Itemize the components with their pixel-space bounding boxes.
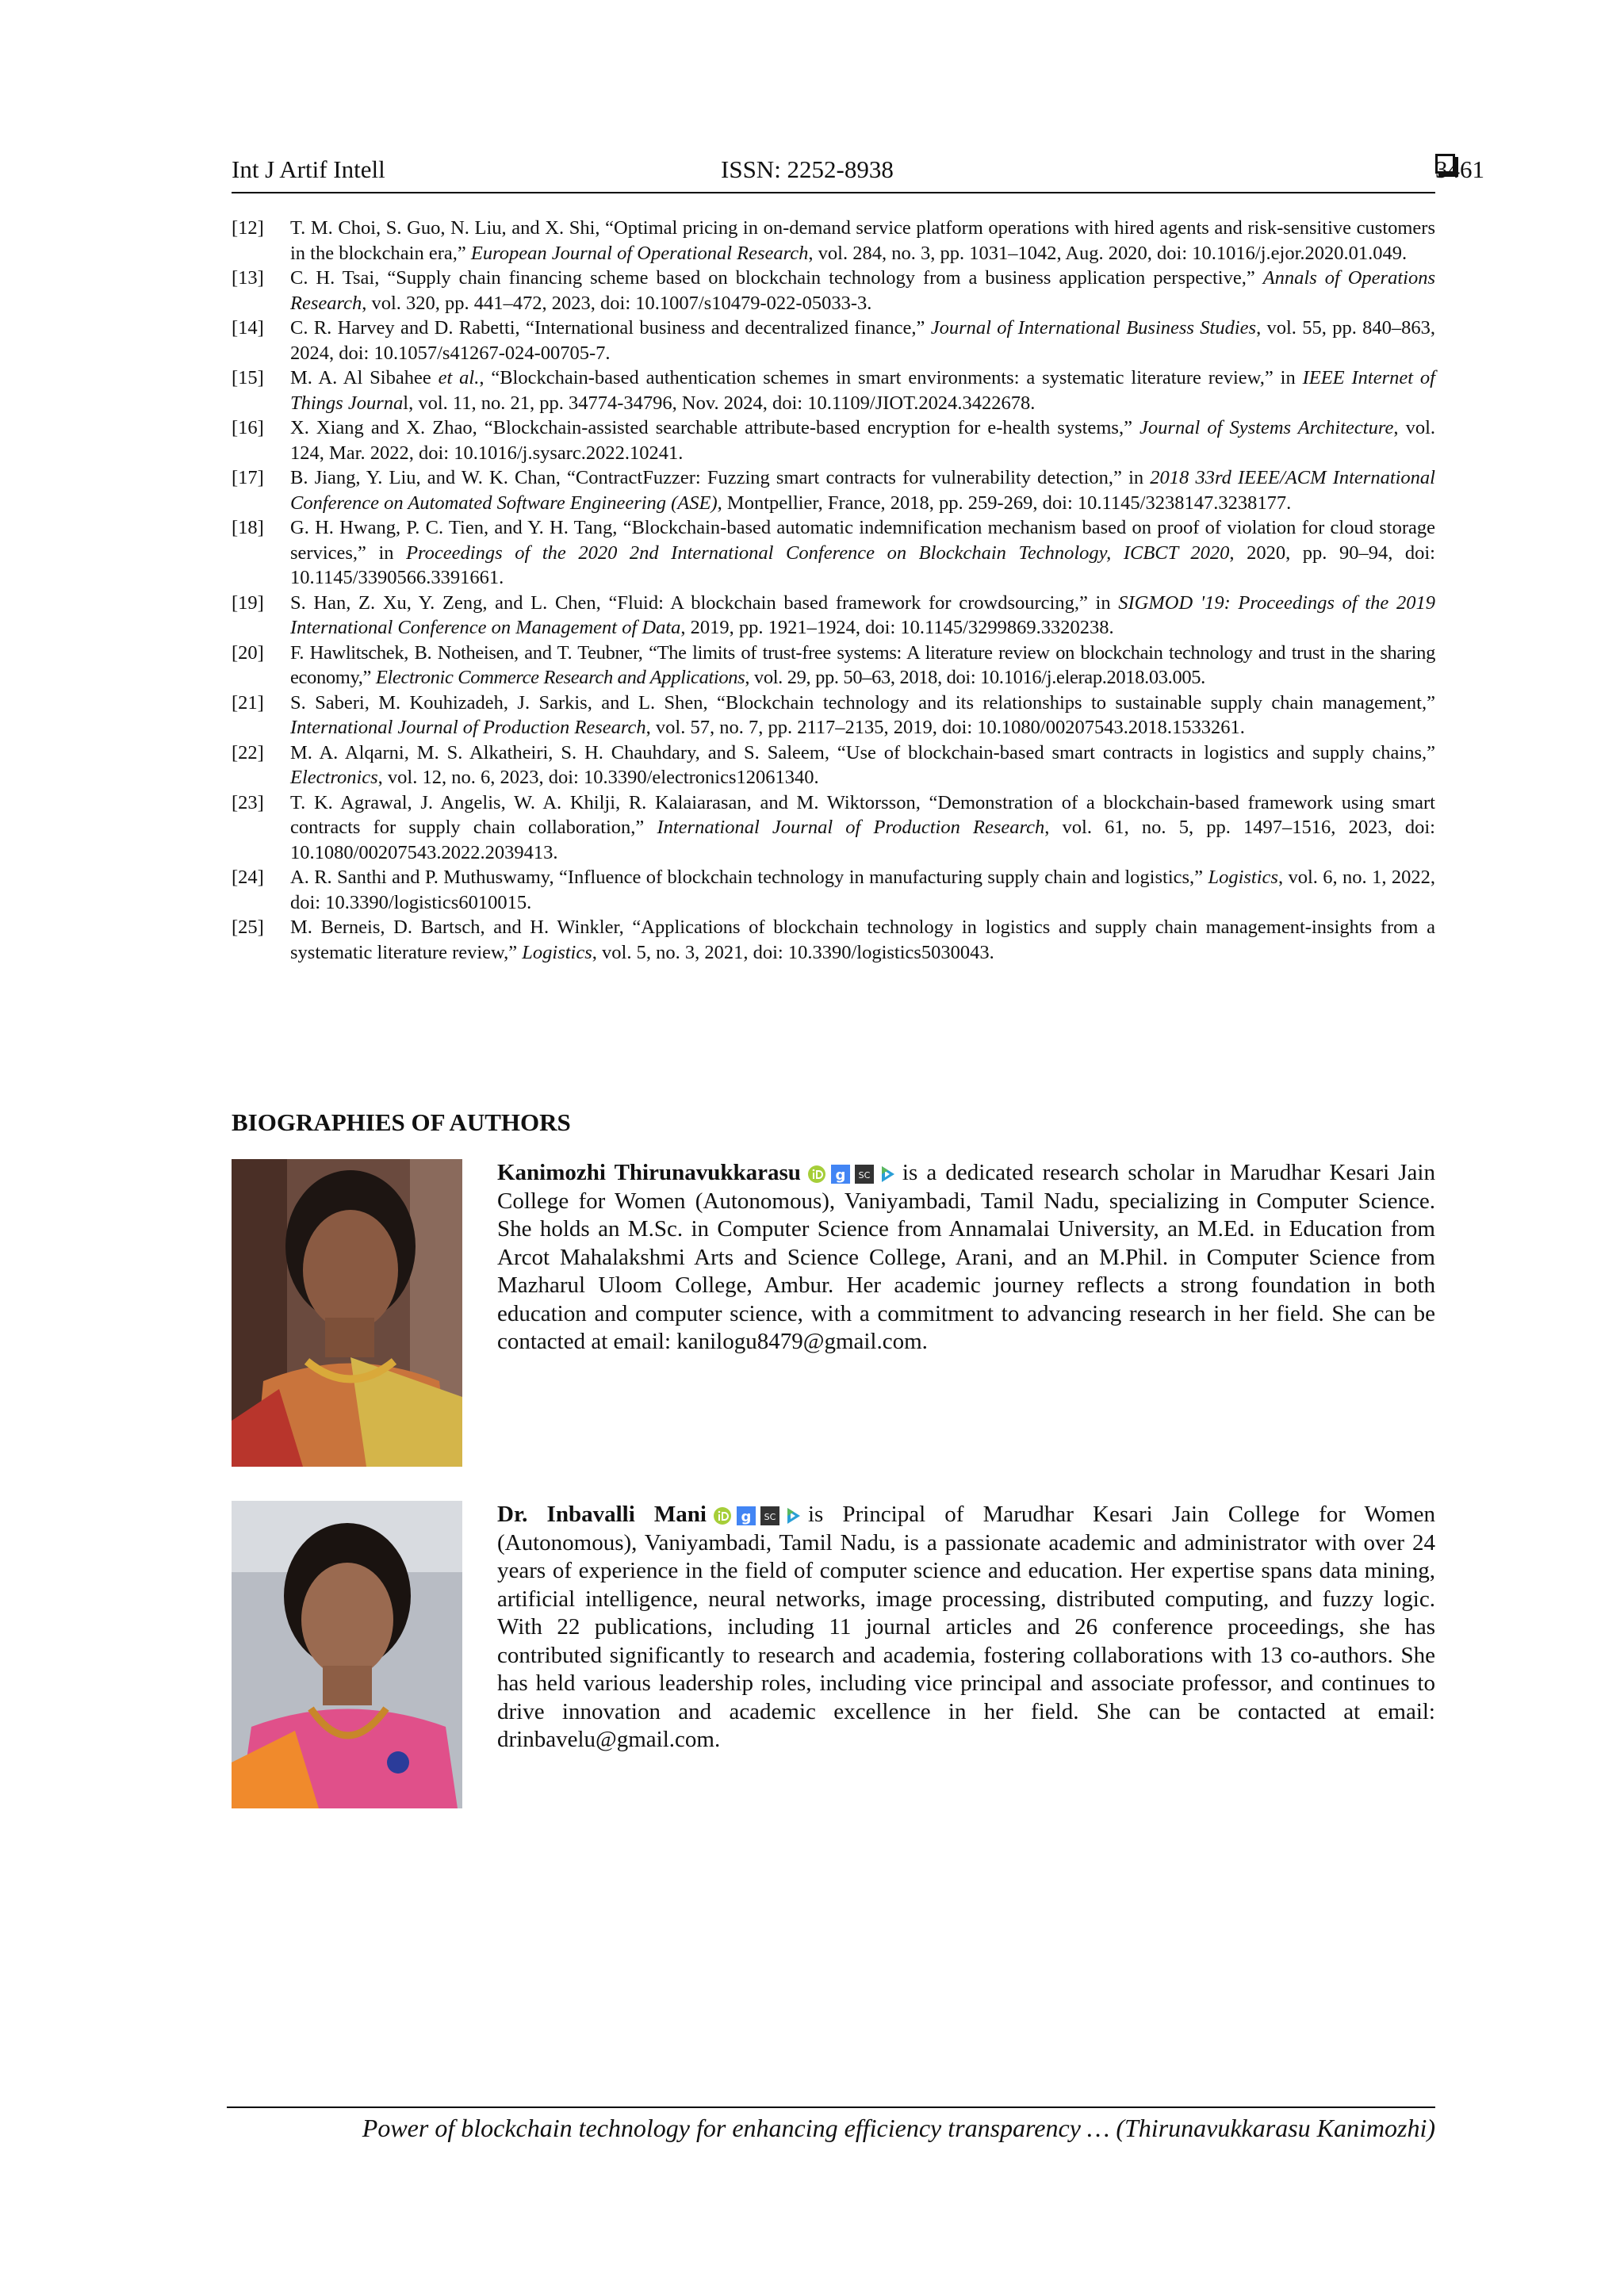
reference-number: [24] — [232, 867, 264, 888]
author-name: Dr. Inbavalli Mani — [497, 1502, 707, 1527]
running-footer: Power of blockchain technology for enhancing efficiency transparency … (Thirunavukkarasu Kanimozhi) — [362, 2114, 1435, 2142]
svg-text:g: g — [835, 1167, 846, 1184]
orcid-icon[interactable] — [713, 1506, 732, 1525]
reference-number: [16] — [232, 417, 264, 438]
google-scholar-icon[interactable] — [831, 1165, 850, 1184]
author-bio-text-1 — [497, 1159, 1435, 1357]
reference-item — [232, 691, 1435, 740]
footer-rule — [227, 2107, 1435, 2108]
reference-item — [232, 515, 1435, 591]
publons-icon[interactable] — [784, 1506, 803, 1525]
profile-links — [713, 1506, 803, 1525]
author-photo-2 — [232, 1501, 462, 1808]
publons-icon[interactable] — [879, 1165, 898, 1184]
reference-text: M. A. Al Sibahee et al., “Blockchain-based authentication schemes in smart environments: a systematic literature review,” in IEEE Internet of Things Journal, vol. 11, no. 21, pp. 34774-34796, Nov. 2024, doi: 10.1109/JIOT.2024.3422678. — [290, 367, 1435, 414]
reference-item — [232, 415, 1435, 465]
reference-number: [18] — [232, 517, 264, 538]
reference-text: F. Hawlitschek, B. Notheisen, and T. Teubner, “The limits of trust-free systems: A literature review on blockchain technology and trust in the sharing economy,” Electronic Commerce Research and Applications, vol. 29, pp. 50–63, 2018, doi: 10.1016/j.elerap.2018.03.005. — [290, 641, 1435, 688]
reference-number: [21] — [232, 691, 264, 714]
issn: ISSN: 2252-8938 — [721, 155, 894, 183]
reference-number: [20] — [232, 641, 264, 664]
reference-text: C. R. Harvey and D. Rabetti, “International business and decentralized finance,” Journal of International Business Studies, vol. 55, pp. 840–863, 2024, doi: 10.1057/s41267-024-00705-7. — [290, 317, 1436, 364]
profile-links — [807, 1165, 898, 1184]
svg-text:SC: SC — [764, 1512, 776, 1523]
reference-text: M. A. Alqarni, M. S. Alkatheiri, S. H. Chauhdary, and S. Saleem, “Use of blockchain-based smart contracts in logistics and supply chains,” Electronics, vol. 12, no. 6, 2023, doi: 10.3390/electronics12061340. — [290, 741, 1435, 788]
reference-item — [232, 216, 1435, 266]
reference-item — [232, 865, 1435, 915]
author-photo-1 — [232, 1159, 462, 1467]
reference-item — [232, 365, 1435, 415]
reference-list — [232, 216, 1435, 965]
reference-number: [17] — [232, 467, 264, 488]
biographies-heading: BIOGRAPHIES OF AUTHORS — [232, 1108, 571, 1136]
author-description: is a dedicated research scholar in Marudhar Kesari Jain College for Women (Autonomous), Vaniyambadi, Tamil Nadu, specializing in Computer Science. She holds an M.Sc. in Computer Science from Annamalai University, an M.Ed. in Education from Arcot Mahalakshmi Arts and Science College, Arani, and an M.Phil. in Computer Science from Mazharul Uloom College, Ambur. Her academic journey reflects a strong foundation in both education and computer science, with a commitment to advancing research in her field. She can be contacted at email: kanilogu8479@gmail.com. — [497, 1160, 1435, 1354]
reference-item — [232, 465, 1435, 515]
svg-text:SC: SC — [858, 1170, 871, 1181]
reference-number: [14] — [232, 317, 264, 339]
running-header — [232, 154, 1484, 193]
reference-number: [22] — [232, 741, 264, 763]
reference-text: X. Xiang and X. Zhao, “Blockchain-assisted searchable attribute-based encryption for e-health systems,” Journal of Systems Architecture, vol. 124, Mar. 2022, doi: 10.1016/j.sysarc.2022.10241. — [290, 417, 1436, 464]
author-description: is Principal of Marudhar Kesari Jain College for Women (Autonomous), Vaniyambadi, Tamil Nadu, is a passionate academic and administrator with over 24 years of experience in the field of computer science and education. Her expertise spans data mining, artificial intelligence, neural networks, image processing, distributed computing, and fuzzy logic. With 22 publications, including 11 journal articles and 26 conference proceedings, she has contributed significantly to research and academia, fostering collaborations with 13 co-authors. She has held various leadership roles, including vice principal and associate professor, and continues to drive innovation and academic excellence in her field. She can be contacted at email: drinbavelu@gmail.com. — [497, 1502, 1435, 1752]
svg-text:g: g — [741, 1509, 752, 1526]
scopus-icon[interactable] — [855, 1165, 874, 1184]
journal-name: Int J Artif Intell — [232, 155, 385, 183]
scopus-icon[interactable] — [760, 1506, 779, 1525]
reference-text: M. Berneis, D. Bartsch, and H. Winkler, “Applications of blockchain technology in logistics and supply chain management-insights from a systematic literature review,” Logistics, vol. 5, no. 3, 2021, doi: 10.3390/logistics5030043. — [290, 916, 1435, 963]
reference-item — [232, 591, 1435, 641]
orcid-icon[interactable] — [807, 1165, 826, 1184]
reference-text: B. Jiang, Y. Liu, and W. K. Chan, “ContractFuzzer: Fuzzing smart contracts for vulnerability detection,” in 2018 33rd IEEE/ACM International Conference on Automated Software Engineering (ASE), Montpellier, France, 2018, pp. 259-269, doi: 10.1145/3238147.3238177. — [290, 467, 1435, 514]
reference-number: [25] — [232, 916, 264, 938]
reference-item — [232, 316, 1435, 365]
reference-text: S. Han, Z. Xu, Y. Zeng, and L. Chen, “Fluid: A blockchain based framework for crowdsourcing,” in SIGMOD '19: Proceedings of the 2019 International Conference on Management of Data, 2019, pp. 1921–1924, doi: 10.1145/3299869.3320238. — [290, 591, 1435, 638]
reference-number: [19] — [232, 591, 264, 614]
page-number: 3461 — [1435, 155, 1484, 183]
reference-item — [232, 266, 1435, 316]
reference-text: T. K. Agrawal, J. Angelis, W. A. Khilji, R. Kalaiarasan, and M. Wiktorsson, “Demonstration of a blockchain-based framework using smart contracts for supply chain collaboration,” International Journal of Production Research, vol. 61, no. 5, pp. 1497–1516, 2023, doi: 10.1080/00207543.2022.2039413. — [290, 791, 1435, 863]
reference-number: [12] — [232, 217, 264, 239]
reference-number: [23] — [232, 791, 264, 813]
reference-item — [232, 915, 1435, 965]
reference-text: A. R. Santhi and P. Muthuswamy, “Influence of blockchain technology in manufacturing supply chain and logistics,” Logistics, vol. 6, no. 1, 2022, doi: 10.3390/logistics6010015. — [290, 867, 1435, 913]
reference-text: C. H. Tsai, “Supply chain financing scheme based on blockchain technology from a business application perspective,” Annals of Operations Research, vol. 320, pp. 441–472, 2023, doi: 10.1007/s10479-022-05033-3. — [290, 267, 1435, 314]
reference-text: G. H. Hwang, P. C. Tien, and Y. H. Tang, “Blockchain-based automatic indemnification mechanism based on proof of violation for cloud storage services,” in Proceedings of the 2020 2nd International Conference on Blockchain Technology, ICBCT 2020, 2020, pp. 90–94, doi: 10.1145/3390566.3391661. — [290, 517, 1435, 588]
reference-item — [232, 641, 1435, 691]
google-scholar-icon[interactable] — [737, 1506, 756, 1525]
reference-text: T. M. Choi, S. Guo, N. Liu, and X. Shi, “Optimal pricing in on-demand service platform operations with hired agents and risk-sensitive customers in the blockchain era,” European Journal of Operational Research, vol. 284, no. 3, pp. 1031–1042, Aug. 2020, doi: 10.1016/j.ejor.2020.01.049. — [290, 217, 1435, 264]
reference-item — [232, 740, 1435, 790]
reference-text: S. Saberi, M. Kouhizadeh, J. Sarkis, and L. Shen, “Blockchain technology and its relationships to sustainable supply chain management,” International Journal of Production Research, vol. 57, no. 7, pp. 2117–2135, 2019, doi: 10.1080/00207543.2018.1533261. — [290, 691, 1435, 738]
reference-number: [15] — [232, 367, 264, 388]
author-bio-text-2 — [497, 1501, 1435, 1755]
reference-item — [232, 790, 1435, 866]
reference-number: [13] — [232, 267, 264, 289]
author-name: Kanimozhi Thirunavukkarasu — [497, 1160, 801, 1185]
